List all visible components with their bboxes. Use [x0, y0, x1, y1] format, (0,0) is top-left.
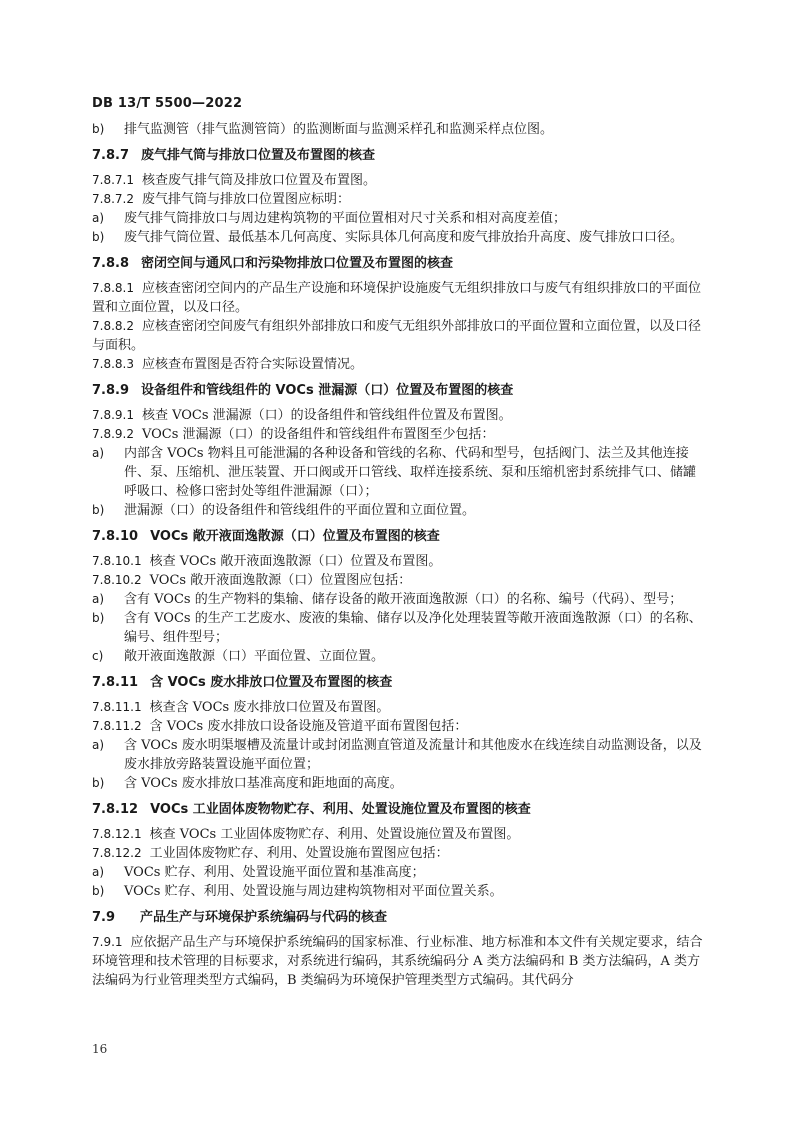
clause-paragraph	[92, 317, 708, 355]
list-marker: a)	[92, 592, 105, 606]
list-item	[92, 209, 708, 228]
clause-paragraph	[92, 933, 708, 990]
clause-paragraph	[92, 279, 708, 317]
section-heading	[92, 254, 708, 273]
list-marker: a)	[92, 446, 105, 460]
section-number: 7.8.8	[92, 256, 130, 271]
list-item	[92, 590, 708, 609]
list-marker: b)	[92, 776, 105, 790]
clause-text: VOCs 泄漏源（口）的设备组件和管线组件布置图至少包括：	[141, 427, 495, 442]
clause-number: 7.9.1	[92, 935, 123, 949]
clause-text: 工业固体废物贮存、利用、处置设施布置图应包括：	[149, 846, 449, 861]
section-title: 含 VOCs 废水排放口位置及布置图的核查	[150, 675, 393, 690]
clause-paragraph	[92, 825, 708, 844]
clause-number: 7.8.12.2	[92, 846, 142, 860]
clause-paragraph	[92, 190, 708, 209]
section-title: 废气排气筒与排放口位置及布置图的核查	[141, 148, 376, 163]
list-item-text: 排气监测管（排气监测管筒）的监测断面与监测采样孔和监测采样点位图。	[124, 122, 554, 137]
list-item-text: 含有 VOCs 的生产物料的集输、储存设备的敞开液面逸散源（口）的名称、编号（代码）、型号；	[124, 592, 683, 607]
section-number: 7.8.11	[92, 675, 139, 690]
section-number: 7.8.12	[92, 802, 139, 817]
section-number: 7.9	[92, 910, 116, 925]
section-number: 7.8.7	[92, 148, 130, 163]
document-body	[92, 120, 708, 990]
list-marker: b)	[92, 503, 105, 517]
clause-text: 核查 VOCs 工业固体废物贮存、利用、处置设施位置及布置图。	[149, 827, 520, 842]
list-item-text: VOCs 贮存、利用、处置设施与周边建构筑物相对平面位置关系。	[124, 884, 503, 899]
clause-number: 7.8.10.2	[92, 573, 142, 587]
list-item	[92, 444, 708, 501]
clause-paragraph	[92, 425, 708, 444]
list-item	[92, 228, 708, 247]
list-item-text: VOCs 贮存、利用、处置设施平面位置和基准高度；	[124, 865, 425, 880]
list-item-text: 废气排气筒位置、最低基本几何高度、实际具体几何高度和废气排放抬升高度、废气排放口口径。	[124, 230, 684, 245]
list-item-text: 含 VOCs 废水排放口基准高度和距地面的高度。	[124, 776, 403, 791]
section-heading	[92, 673, 708, 692]
section-title: 产品生产与环境保护系统编码与代码的核查	[140, 910, 388, 925]
clause-paragraph	[92, 698, 708, 717]
section-title: 密闭空间与通风口和污染物排放口位置及布置图的核查	[141, 256, 454, 271]
clause-paragraph	[92, 406, 708, 425]
section-heading	[92, 146, 708, 165]
page-number: 16	[92, 1042, 108, 1056]
section-number: 7.8.10	[92, 529, 139, 544]
clause-number: 7.8.12.1	[92, 827, 142, 841]
list-item-text: 废气排气筒排放口与周边建构筑物的平面位置相对尺寸关系和相对高度差值；	[124, 211, 567, 226]
clause-paragraph	[92, 717, 708, 736]
clause-text: 应核查密闭空间内的产品生产设施和环境保护设施废气无组织排放口与废气有组织排放口的平面位置和立面位置，以及口径。	[92, 281, 701, 315]
clause-paragraph	[92, 171, 708, 190]
clause-text: 废气排气筒与排放口位置图应标明：	[141, 192, 350, 207]
clause-number: 7.8.7.1	[92, 173, 134, 187]
clause-paragraph	[92, 844, 708, 863]
document-id-header: DB 13/T 5500—2022	[92, 96, 243, 111]
list-marker: a)	[92, 738, 105, 752]
list-item-text: 内部含 VOCs 物料且可能泄漏的各种设备和管线的名称、代码和型号，包括阀门、法兰及其他连接件、泵、压缩机、泄压装置、开口阀或开口管线、取样连接系统、泵和压缩机密封系统排气口、储罐呼吸口、检修口密封处等组件泄漏源（口）；	[124, 446, 697, 499]
clause-number: 7.8.7.2	[92, 192, 134, 206]
list-marker: b)	[92, 611, 105, 625]
list-marker: b)	[92, 884, 105, 898]
clause-text: 核查 VOCs 泄漏源（口）的设备组件和管线组件位置及布置图。	[141, 408, 512, 423]
section-number: 7.8.9	[92, 383, 130, 398]
list-item	[92, 647, 708, 666]
clause-text: 核查废气排气筒及排放口位置及布置图。	[141, 173, 376, 188]
clause-number: 7.8.11.1	[92, 700, 142, 714]
list-marker: b)	[92, 230, 105, 244]
clause-text: 应核查密闭空间废气有组织外部排放口和废气无组织外部排放口的平面位置和立面位置，以及口径与面积。	[92, 319, 701, 353]
list-marker: c)	[92, 649, 104, 663]
list-item	[92, 736, 708, 774]
clause-text: 核查含 VOCs 废水排放口位置及布置图。	[149, 700, 390, 715]
section-title: VOCs 敞开液面逸散源（口）位置及布置图的核查	[150, 529, 440, 544]
list-item	[92, 774, 708, 793]
list-marker: a)	[92, 865, 105, 879]
section-heading	[92, 908, 708, 927]
list-item	[92, 609, 708, 647]
list-item-text: 含 VOCs 废水明渠堰槽及流量计或封闭监测直管道及流量计和其他废水在线连续自动监测设备，以及废水排放旁路装置设施平面位置；	[124, 738, 702, 772]
clause-text: 应核查布置图是否符合实际设置情况。	[141, 357, 363, 372]
clause-number: 7.8.10.1	[92, 554, 142, 568]
clause-text: 含 VOCs 废水排放口设备设施及管道平面布置图包括：	[149, 719, 468, 734]
clause-number: 7.8.8.1	[92, 281, 134, 295]
section-heading	[92, 800, 708, 819]
list-marker: a)	[92, 211, 105, 225]
clause-paragraph	[92, 552, 708, 571]
clause-number: 7.8.8.3	[92, 357, 134, 371]
list-item	[92, 501, 708, 520]
list-item-text: 含有 VOCs 的生产工艺废水、废液的集输、储存以及净化处理装置等敞开液面逸散源（口）的名称、编号、组件型号；	[124, 611, 702, 645]
clause-text: 核查 VOCs 敞开液面逸散源（口）位置及布置图。	[149, 554, 442, 569]
clause-number: 7.8.11.2	[92, 719, 142, 733]
clause-text: VOCs 敞开液面逸散源（口）位置图应包括：	[149, 573, 412, 588]
list-item	[92, 863, 708, 882]
list-item	[92, 120, 708, 139]
section-title: 设备组件和管线组件的 VOCs 泄漏源（口）位置及布置图的核查	[141, 383, 514, 398]
clause-text: 应依据产品生产与环境保护系统编码的国家标准、行业标准、地方标准和本文件有关规定要求，结合环境管理和技术管理的目标要求，对系统进行编码，其系统编码分 A 类方法编码和 B 类方法编码，A 类方法编码为行业管理类型方式编码，B 类编码为环境保护管理类型方式编码。其代码分	[92, 935, 703, 988]
list-item-text: 敞开液面逸散源（口）平面位置、立面位置。	[124, 649, 385, 664]
clause-number: 7.8.9.1	[92, 408, 134, 422]
list-item	[92, 882, 708, 901]
clause-number: 7.8.9.2	[92, 427, 134, 441]
section-title: VOCs 工业固体废物物贮存、利用、处置设施位置及布置图的核查	[150, 802, 531, 817]
clause-paragraph	[92, 571, 708, 590]
list-marker: b)	[92, 122, 105, 136]
section-heading	[92, 527, 708, 546]
clause-paragraph	[92, 355, 708, 374]
clause-number: 7.8.8.2	[92, 319, 134, 333]
section-heading	[92, 381, 708, 400]
list-item-text: 泄漏源（口）的设备组件和管线组件的平面位置和立面位置。	[124, 503, 476, 518]
